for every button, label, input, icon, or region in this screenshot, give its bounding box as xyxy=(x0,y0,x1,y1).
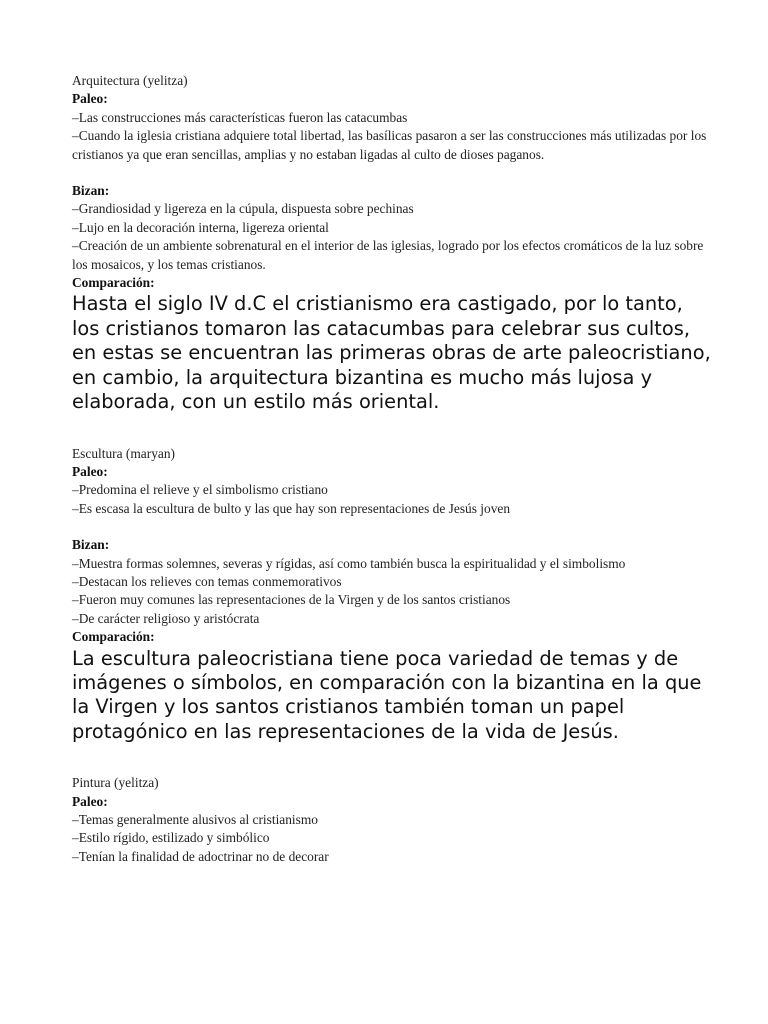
list-item: –Lujo en la decoración interna, ligereza oriental xyxy=(72,219,329,235)
paleo-heading: Paleo: xyxy=(72,793,108,809)
section-title: Escultura (maryan) xyxy=(72,445,175,461)
section-escultura xyxy=(72,445,712,745)
document-page xyxy=(72,72,712,866)
list-item: –Las construcciones más características fueron las catacumbas xyxy=(72,109,408,125)
section-pintura xyxy=(72,774,712,866)
list-item: –Fueron muy comunes las representaciones de la Virgen y de los santos cristianos xyxy=(72,592,511,608)
comparacion-heading: Comparación: xyxy=(72,275,155,291)
paleo-heading: Paleo: xyxy=(72,91,108,107)
list-item: –Destacan los relieves con temas conmemorativos xyxy=(72,573,342,589)
comparacion-paragraph: La escultura paleocristiana tiene poca variedad de temas y de imágenes o símbolos, en comparación con la bizantina en la que la Virgen y los santos cristianos también toman un papel protagónico en las representaciones de la vida de Jesús. xyxy=(72,646,702,743)
list-item: –Estilo rígido, estilizado y simbólico xyxy=(72,830,270,846)
section-title: Pintura (yelitza) xyxy=(72,775,159,791)
list-item: –Tenían la finalidad de adoctrinar no de decorar xyxy=(72,848,329,864)
list-item: –Cuando la iglesia cristiana adquiere total libertad, las basílicas pasaron a ser las construcciones más utilizadas por los cristianos ya que eran sencillas, amplias y no estaban ligadas al culto de dioses paganos. xyxy=(72,128,707,162)
list-item: –Predomina el relieve y el simbolismo cristiano xyxy=(72,482,328,498)
list-item: –Es escasa la escultura de bulto y las que hay son representaciones de Jesús joven xyxy=(72,500,511,516)
list-item: –Muestra formas solemnes, severas y rígidas, así como también busca la espiritualidad y el simbolismo xyxy=(72,555,626,571)
section-arquitectura xyxy=(72,72,712,415)
bizan-heading: Bizan: xyxy=(72,183,110,199)
paleo-heading: Paleo: xyxy=(72,463,108,479)
section-title: Arquitectura (yelitza) xyxy=(72,73,188,88)
list-item: –Creación de un ambiente sobrenatural en el interior de las iglesias, logrado por los efectos cromáticos de la luz sobre los mosaicos, y los temas cristianos. xyxy=(72,238,704,272)
spacer xyxy=(72,518,712,536)
list-item: –Temas generalmente alusivos al cristianismo xyxy=(72,812,318,827)
list-item: –Grandiosidad y ligereza en la cúpula, dispuesta sobre pechinas xyxy=(72,201,414,217)
spacer xyxy=(72,164,712,182)
bizan-heading: Bizan: xyxy=(72,537,110,553)
comparacion-heading: Comparación: xyxy=(72,629,155,645)
spacer xyxy=(72,415,712,445)
comparacion-paragraph: Hasta el siglo IV d.C el cristianismo era castigado, por lo tanto, los cristianos tomaron las catacumbas para celebrar sus cultos, en estas se encuentran las primeras obras de arte paleocristiano, en cambio, la arquitectura bizantina es mucho más lujosa y elaborada, con un estilo más oriental. xyxy=(72,292,711,414)
spacer xyxy=(72,744,712,774)
list-item: –De carácter religioso y aristócrata xyxy=(72,610,260,626)
